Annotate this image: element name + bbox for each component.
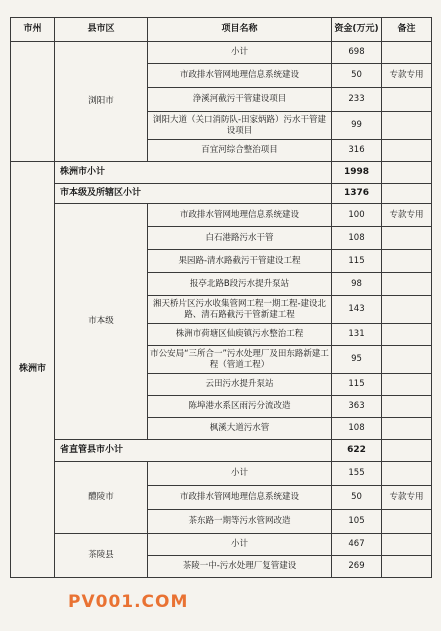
note-cell	[382, 510, 432, 534]
amount-cell: 363	[332, 396, 382, 418]
table-row	[11, 440, 432, 462]
watermark-logo: PV001.COM	[68, 592, 189, 612]
project-name: 湘天桥片区污水收集管网工程一期工程-建设北路、清石路截污干管新建工程	[148, 296, 332, 324]
city-cell: 株洲市	[11, 162, 55, 578]
note-cell	[382, 396, 432, 418]
note-cell	[382, 418, 432, 440]
table-row	[11, 162, 432, 184]
project-name: 小计	[148, 534, 332, 556]
project-name: 小计	[148, 42, 332, 64]
note-cell	[382, 462, 432, 486]
table-row	[11, 204, 432, 227]
table-row	[11, 534, 432, 556]
project-name: 陈埠港水系区雨污分流改造	[148, 396, 332, 418]
amount-cell: 115	[332, 250, 382, 273]
col-header-city: 市州	[11, 18, 55, 42]
subtotal-amount: 1376	[332, 184, 382, 204]
col-header-note: 备注	[382, 18, 432, 42]
project-name: 浄溪河截污干管建设项目	[148, 88, 332, 112]
project-name: 市政排水管网地理信息系统建设	[148, 204, 332, 227]
project-name: 市政排水管网地理信息系统建设	[148, 486, 332, 510]
project-name: 小计	[148, 462, 332, 486]
county-cell: 市本级	[55, 204, 148, 440]
amount-cell: 50	[332, 486, 382, 510]
amount-cell: 105	[332, 510, 382, 534]
note-cell	[382, 42, 432, 64]
county-cell: 茶陵县	[55, 534, 148, 578]
note-cell	[382, 227, 432, 250]
subtotal-label: 市本级及所辖区小计	[55, 184, 332, 204]
amount-cell: 269	[332, 556, 382, 578]
note-cell	[382, 162, 432, 184]
header-row	[11, 18, 432, 42]
amount-cell: 95	[332, 346, 382, 374]
note-cell	[382, 374, 432, 396]
note-cell	[382, 346, 432, 374]
amount-cell: 115	[332, 374, 382, 396]
amount-cell: 50	[332, 64, 382, 88]
county-cell: 醴陵市	[55, 462, 148, 534]
note-cell: 专款专用	[382, 204, 432, 227]
amount-cell: 316	[332, 140, 382, 162]
project-name: 株洲市荷塘区仙庾镇污水整治工程	[148, 324, 332, 346]
note-cell	[382, 273, 432, 296]
note-cell: 专款专用	[382, 64, 432, 88]
budget-table	[10, 17, 432, 578]
table-row	[11, 42, 432, 64]
amount-cell: 108	[332, 227, 382, 250]
project-name: 市政排水管网地理信息系统建设	[148, 64, 332, 88]
amount-cell: 131	[332, 324, 382, 346]
project-name: 枫溪大道污水管	[148, 418, 332, 440]
table-row	[11, 184, 432, 204]
county-cell: 浏阳市	[55, 42, 148, 162]
note-cell	[382, 250, 432, 273]
amount-cell: 698	[332, 42, 382, 64]
project-name: 报亭北路B段污水提升泵站	[148, 273, 332, 296]
project-name: 茶陵一中-污水处理厂复管建设	[148, 556, 332, 578]
subtotal-label: 省直管县市小计	[55, 440, 332, 462]
note-cell	[382, 184, 432, 204]
amount-cell: 467	[332, 534, 382, 556]
col-header-project: 项目名称	[148, 18, 332, 42]
note-cell	[382, 296, 432, 324]
amount-cell: 155	[332, 462, 382, 486]
subtotal-label: 株洲市小计	[55, 162, 332, 184]
note-cell	[382, 112, 432, 140]
subtotal-amount: 1998	[332, 162, 382, 184]
note-cell	[382, 440, 432, 462]
amount-cell: 233	[332, 88, 382, 112]
note-cell	[382, 324, 432, 346]
project-name: 白石港路污水干管	[148, 227, 332, 250]
note-cell	[382, 140, 432, 162]
col-header-amount: 资金(万元)	[332, 18, 382, 42]
amount-cell: 99	[332, 112, 382, 140]
col-header-county: 县市区	[55, 18, 148, 42]
project-name: 浏阳大道（关口消防队-田家炳路）污水干管建设项目	[148, 112, 332, 140]
note-cell	[382, 88, 432, 112]
table-row	[11, 462, 432, 486]
project-name: 百宜河综合整治项目	[148, 140, 332, 162]
city-cell-blank	[11, 42, 55, 162]
amount-cell: 108	[332, 418, 382, 440]
project-name: 果园路-清水路截污干管建设工程	[148, 250, 332, 273]
note-cell: 专款专用	[382, 486, 432, 510]
project-name: 云田污水提升泵站	[148, 374, 332, 396]
subtotal-amount: 622	[332, 440, 382, 462]
amount-cell: 100	[332, 204, 382, 227]
note-cell	[382, 534, 432, 556]
project-name: 茶东路一期等污水管网改造	[148, 510, 332, 534]
amount-cell: 98	[332, 273, 382, 296]
note-cell	[382, 556, 432, 578]
amount-cell: 143	[332, 296, 382, 324]
project-name: 市公安局“三所合一”污水处理厂及田东路新建工程（管道工程）	[148, 346, 332, 374]
